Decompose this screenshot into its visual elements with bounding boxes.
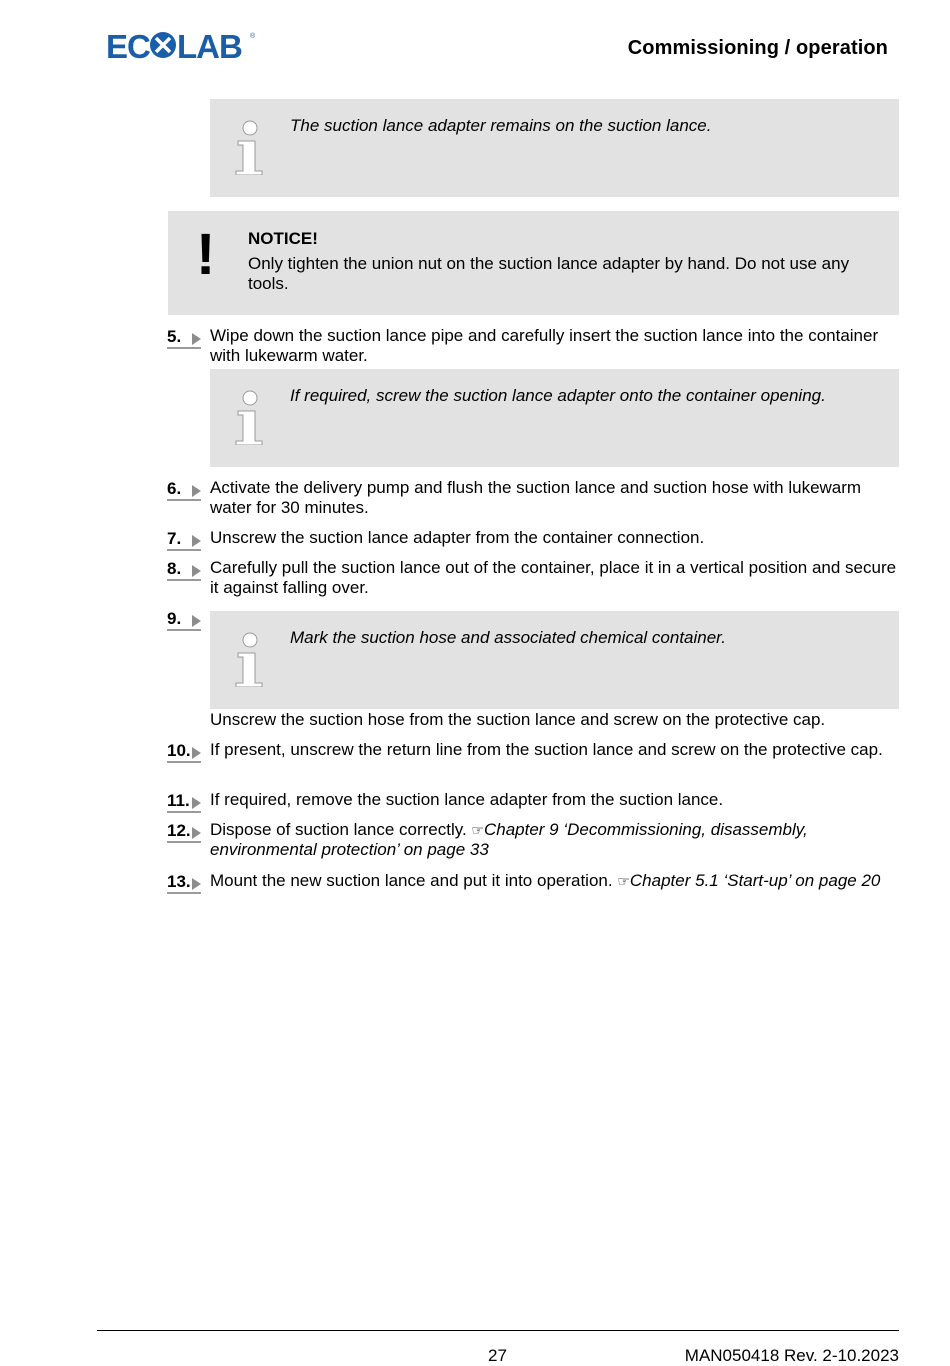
info-note-text: If required, screw the suction lance adapter onto the container opening. (290, 386, 826, 405)
notice-text: Only tighten the union nut on the suction lance adapter by hand. Do not use any tools. (248, 254, 850, 293)
notice-title: NOTICE! (248, 229, 318, 248)
info-icon (234, 389, 266, 445)
pointing-hand-icon: ☞ (617, 873, 630, 889)
arrow-icon (192, 333, 201, 345)
arrow-icon (192, 535, 201, 547)
step-number: 11. (167, 791, 207, 815)
arrow-icon (192, 615, 201, 627)
step-text: Mount the new suction lance and put it into operation. ☞Chapter 5.1 ‘Start-up’ on page 20 (210, 871, 881, 890)
step-text: Unscrew the suction lance adapter from the container connection. (210, 528, 705, 547)
arrow-icon (192, 797, 201, 809)
info-note (210, 369, 899, 467)
arrow-icon (192, 878, 201, 890)
info-note-text: The suction lance adapter remains on the suction lance. (290, 116, 712, 135)
svg-text:EC: EC (106, 28, 150, 64)
arrow-icon (192, 747, 201, 759)
ecolab-logo (106, 28, 261, 64)
svg-text:LAB: LAB (177, 28, 242, 64)
step-number: 5. (167, 327, 207, 351)
step-text: Activate the delivery pump and flush the suction lance and suction hose with lukewarm water for 30 minutes. (210, 478, 862, 517)
section-title: Commissioning / operation (627, 37, 888, 59)
step-text: If present, unscrew the return line from the suction lance and screw on the protective cap. (210, 740, 883, 759)
step-text: Dispose of suction lance correctly. ☞Chapter 9 ‘Decommissioning, disassembly, environmental protection’ on page 33 (210, 820, 808, 859)
page-number: 27 (488, 1346, 507, 1365)
notice-box (168, 211, 899, 315)
svg-text:®: ® (250, 33, 256, 40)
step-number: 6. (167, 479, 207, 503)
step-number: 13. (167, 872, 207, 896)
info-note (210, 99, 899, 197)
arrow-icon (192, 485, 201, 497)
arrow-icon (192, 827, 201, 839)
arrow-icon (192, 565, 201, 577)
step-number: 10. (167, 741, 207, 765)
document-id: MAN050418 Rev. 2-10.2023 (684, 1346, 899, 1365)
step-number: 12. (167, 821, 207, 845)
chapter-link[interactable]: Chapter 5.1 ‘Start-up’ on page 20 (629, 871, 881, 890)
step-number: 8. (167, 559, 207, 583)
info-note (210, 611, 899, 709)
step-number: 9. (167, 609, 207, 633)
step-text: If required, remove the suction lance adapter from the suction lance. (210, 790, 724, 809)
chapter-link[interactable]: Chapter 9 ‘Decommissioning, disassembly, environmental protection’ on page 33 (210, 820, 808, 859)
step-text: Carefully pull the suction lance out of the container, place it in a vertical position and secure it against falling over. (210, 558, 897, 597)
step-number: 7. (167, 529, 207, 553)
info-note-text: Mark the suction hose and associated chemical container. (290, 628, 726, 647)
footer-divider (97, 1330, 899, 1331)
info-icon (234, 631, 266, 687)
step-text: Wipe down the suction lance pipe and carefully insert the suction lance into the container with lukewarm water. (210, 326, 879, 365)
info-icon (234, 119, 266, 175)
pointing-hand-icon: ☞ (471, 822, 484, 838)
step-text: Unscrew the suction hose from the suction lance and screw on the protective cap. (210, 710, 826, 729)
exclamation-icon: ! (196, 222, 216, 287)
